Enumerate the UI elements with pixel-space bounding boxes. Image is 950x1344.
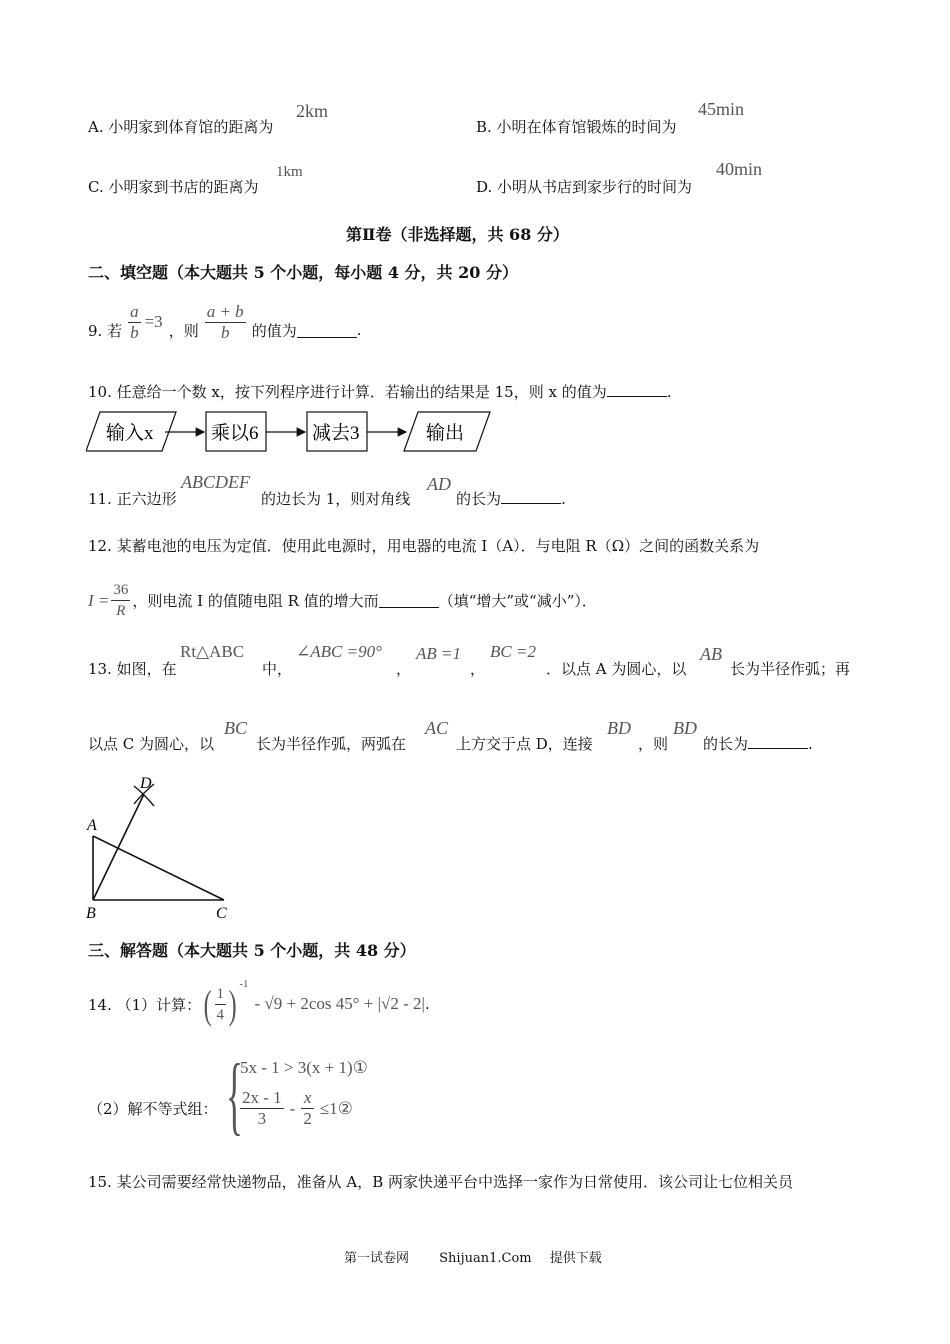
option-b-value: 45min (698, 99, 745, 119)
q9-fraction-1 (128, 302, 141, 343)
footer-left: 第一试卷网 (344, 1251, 410, 1266)
q14-ineq2-num: 2x - 1 (242, 1088, 282, 1107)
q12-line2-end: （填“增大”或“减小”）． (438, 592, 597, 610)
q11-tail (456, 488, 566, 509)
q13-triangle-text: Rt△ABC (180, 642, 245, 661)
q14-p2-prefix: （2）解不等式组： (88, 1100, 218, 1118)
q14-ineq2-mid: - (289, 1098, 296, 1118)
option-c-text: C. 小明家到书店的距离为 (88, 178, 259, 196)
question-11 (88, 488, 177, 509)
flow-multiply-label: 乘以6 (211, 423, 259, 444)
q13-t2: ， (396, 660, 412, 678)
point-label-d: D (140, 775, 152, 792)
q9-frac1-den: b (130, 322, 139, 342)
q14-paren-open: ( (203, 981, 212, 1027)
q13-ab-length: AB (700, 644, 722, 664)
q13-line2-tail (703, 733, 813, 754)
q14-exponent: -1 (239, 978, 249, 990)
flow-output-label: 输出 (426, 423, 465, 444)
section2-title: 二、填空题（本大题共 5 个小题，每小题 4 分，共 20 分） (88, 263, 518, 282)
q12-line2-text: ，则电流 I 的值随电阻 R 值的增大而 (132, 592, 379, 610)
option-c (88, 176, 258, 197)
q14-frac-den: 4 (216, 1006, 224, 1023)
q9-answer-blank[interactable] (297, 323, 357, 338)
q14-paren-close: ) (228, 981, 237, 1027)
segment-bd (93, 794, 144, 900)
q13-ac: AC (425, 718, 449, 738)
q11-diagonal: AD (427, 474, 451, 494)
q10-text: 10. 任意给一个数 x，按下列程序进行计算．若输出的结果是 15，则 x 的值为 (88, 383, 607, 401)
q13-bc-length: BC (224, 718, 248, 738)
q14-ineq2-den: 3 (257, 1109, 267, 1128)
q14-ineq2-frac2 (301, 1088, 314, 1129)
q14-ineq2-num2: x (301, 1088, 314, 1109)
q13-t4: ．以点 A 为圆心，以 (546, 660, 687, 678)
q13-t1: 中， (262, 660, 293, 678)
q9-mid: ，则 (168, 321, 199, 340)
q11-shape: ABCDEF (181, 472, 250, 492)
q14-ineq2-den2: 2 (303, 1109, 312, 1128)
q11-answer-blank[interactable] (501, 489, 561, 504)
question-12-line-2 (88, 580, 597, 621)
q13-line2-t3: ，则 (638, 735, 669, 753)
q12-frac-num: 36 (111, 580, 130, 601)
q13-answer-blank[interactable] (748, 734, 808, 749)
q13-bd-1: BD (607, 718, 631, 738)
q13-t5: 长为半径作弧；再 (730, 660, 851, 678)
q11-prefix: 11. 正六边形 (88, 490, 177, 508)
q9-end: . (356, 321, 362, 339)
flow-input-label: 输入x (106, 423, 154, 444)
option-b (476, 116, 677, 137)
q13-ab: AB =1 (416, 644, 461, 663)
q13-prefix: 13. 如图，在 (88, 660, 177, 678)
footer (344, 1247, 602, 1266)
q14-p1-end: . (424, 995, 430, 1013)
q13-line2-t2: 上方交于点 D，连接 (456, 735, 593, 753)
q12-frac-den: R (116, 603, 126, 619)
q14-inequality-2 (240, 1088, 353, 1129)
option-d (476, 176, 692, 197)
q14-ineq2-frac1 (240, 1088, 284, 1129)
q14-ineq1-text: 5x - 1 > 3(x + 1)① (240, 1058, 368, 1077)
point-label-b: B (86, 905, 96, 922)
q13-line2-t1: 长为半径作弧，两弧在 (256, 735, 407, 753)
q14-part1 (88, 976, 430, 1032)
option-a-text: A. 小明家到体育馆的距离为 (88, 118, 274, 136)
q9-fraction-2 (205, 302, 246, 343)
q14-expression: - √9 + 2cos 45° + |√2 - 2| (254, 994, 425, 1013)
part2-title: 第Ⅱ卷（非选择题，共 68 分） (346, 225, 569, 244)
option-a-value: 2km (296, 101, 329, 121)
q13-triangle (180, 642, 244, 662)
q13-t3: ， (470, 660, 486, 678)
section3-title: 三、解答题（本大题共 5 个小题，共 48 分） (88, 941, 416, 960)
q12-formula-lhs: I = (88, 590, 110, 610)
flow-subtract-label: 减去3 (312, 423, 360, 444)
q10-flowchart (86, 410, 496, 454)
q10-answer-blank[interactable] (607, 382, 667, 397)
q12-fraction (111, 580, 130, 621)
point-label-a: A (87, 817, 97, 834)
q11-end: . (561, 490, 566, 508)
q9-frac2-den: b (220, 322, 230, 342)
option-d-value: 40min (716, 159, 763, 179)
q9-suffix: 的值为 (251, 321, 297, 340)
q13-figure (84, 772, 244, 922)
q13-line2-prefix: 以点 C 为圆心，以 (88, 735, 215, 753)
q14-inequality-1 (240, 1058, 368, 1078)
q14-brace: { (226, 1047, 243, 1144)
q14-p1-prefix: 14. （1）计算： (88, 995, 202, 1014)
footer-site: Shijuan1.Com (439, 1251, 532, 1266)
question-9 (88, 294, 361, 350)
question-12-line-1: 12. 某蓄电池的电压为定值．使用此电源时，用电器的电流 I（A）．与电阻 R（Ω）之间的函数关系为 (88, 537, 760, 555)
q13-bc: BC =2 (490, 642, 536, 661)
question-10 (88, 381, 672, 402)
q14-fraction (215, 984, 227, 1025)
q14-frac-num: 1 (215, 984, 227, 1005)
q9-prefix: 9. 若 (88, 321, 123, 340)
q13-end: . (808, 735, 813, 753)
q13-bd-2: BD (673, 718, 697, 738)
q9-eq: =3 (144, 312, 163, 331)
q10-end: . (666, 383, 672, 401)
footer-right: 提供下载 (549, 1251, 602, 1266)
q12-answer-blank[interactable] (379, 593, 439, 608)
q13-line2-t4: 的长为 (703, 735, 749, 753)
option-c-value: 1km (276, 164, 303, 180)
segment-ac (93, 836, 224, 900)
point-label-c: C (216, 905, 227, 922)
q9-frac2-num: a + b (206, 301, 244, 321)
q11-suffix: 的长为 (456, 490, 502, 508)
q9-frac1-num: a (130, 301, 139, 321)
q11-middle (261, 488, 410, 509)
option-d-text: D. 小明从书店到家步行的时间为 (476, 178, 693, 196)
question-15: 15. 某公司需要经常快递物品，准备从 A，B 两家快递平台中选择一家作为日常使用．该公司让七位相关员 (88, 1173, 794, 1191)
option-a (88, 116, 273, 137)
q13-angle: ∠ABC =90° (296, 642, 382, 661)
option-b-text: B. 小明在体育馆锻炼的时间为 (476, 118, 677, 136)
q14-ineq2-end: ≤1② (319, 1098, 353, 1118)
q11-mid: 的边长为 1，则对角线 (261, 490, 411, 508)
